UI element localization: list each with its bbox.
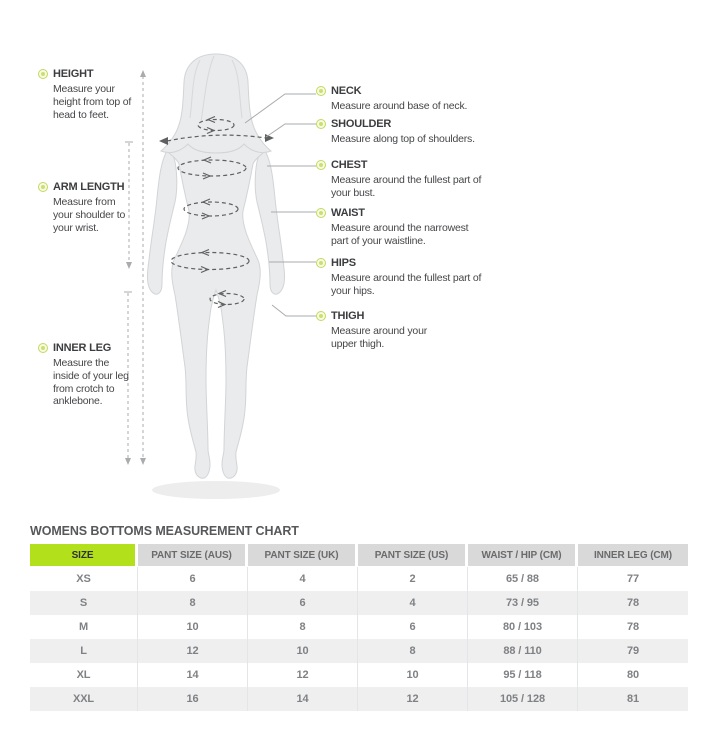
height-arrow-up-icon bbox=[140, 70, 146, 77]
col-header-inner-leg: INNER LEG (CM) bbox=[578, 544, 688, 567]
thigh-connector-line bbox=[272, 305, 316, 316]
cell: 14 bbox=[138, 663, 248, 687]
cell: 4 bbox=[248, 567, 358, 591]
cell: 105 / 128 bbox=[468, 687, 578, 711]
cell: 79 bbox=[626, 645, 640, 657]
measure-desc: Measure around the fullest part of your hips. bbox=[331, 272, 482, 297]
measure-title: CHEST bbox=[331, 159, 368, 171]
measure-desc: Measure along top of shoulders. bbox=[331, 133, 475, 146]
label-waist bbox=[316, 207, 483, 248]
label-shoulder bbox=[316, 118, 483, 146]
figure-hair bbox=[161, 54, 271, 153]
shoulder-connector-line bbox=[266, 124, 316, 137]
label-height bbox=[38, 68, 137, 121]
table-row bbox=[30, 663, 688, 687]
col-header-pant-aus: PANT SIZE (AUS) bbox=[138, 544, 248, 567]
cell: 73 / 95 bbox=[468, 591, 578, 615]
label-inner-leg bbox=[38, 342, 137, 408]
cell: 12 bbox=[138, 639, 248, 663]
inner-leg-arrow-down-icon bbox=[125, 458, 131, 465]
bullet-icon bbox=[316, 160, 326, 170]
cell: 80 / 103 bbox=[468, 615, 578, 639]
cell: 10 bbox=[138, 615, 248, 639]
bullet-icon bbox=[316, 86, 326, 96]
col-header-pant-us: PANT SIZE (US) bbox=[358, 544, 468, 567]
cell-size: L bbox=[30, 639, 138, 663]
table-header-row bbox=[30, 544, 688, 567]
label-neck bbox=[316, 85, 483, 113]
cell: 6 bbox=[248, 591, 358, 615]
cell: 2 bbox=[358, 567, 468, 591]
measure-title: THIGH bbox=[331, 310, 365, 322]
cell: 8 bbox=[138, 591, 248, 615]
bullet-icon bbox=[38, 343, 48, 353]
cell: 78 bbox=[626, 597, 640, 609]
measure-title: WAIST bbox=[331, 207, 365, 219]
bullet-icon bbox=[316, 119, 326, 129]
cell: 10 bbox=[248, 639, 358, 663]
chart-title: WOMENS BOTTOMS MEASUREMENT CHART bbox=[30, 524, 299, 538]
col-header-waist-hip: WAIST / HIP (CM) bbox=[468, 544, 578, 567]
measure-title: NECK bbox=[331, 85, 362, 97]
cell: 10 bbox=[358, 663, 468, 687]
measure-desc: Measure your height from top of head to feet. bbox=[53, 83, 132, 121]
bullet-icon bbox=[316, 258, 326, 268]
height-arrow-down-icon bbox=[140, 458, 146, 465]
label-hips bbox=[316, 257, 483, 298]
cell: 81 bbox=[626, 693, 640, 705]
measure-title: SHOULDER bbox=[331, 118, 392, 130]
cell: 65 / 88 bbox=[468, 567, 578, 591]
cell: 77 bbox=[626, 573, 640, 585]
cell: 14 bbox=[248, 687, 358, 711]
table-row bbox=[30, 591, 688, 615]
cell: 8 bbox=[358, 639, 468, 663]
cell: 80 bbox=[626, 669, 640, 681]
cell: 8 bbox=[248, 615, 358, 639]
cell: 16 bbox=[138, 687, 248, 711]
arm-length-arrow-down-icon bbox=[126, 262, 132, 269]
measure-desc: Measure around the narrowest part of your waistline. bbox=[331, 222, 469, 247]
measurement-chart-section bbox=[30, 524, 688, 711]
cell-size: XXL bbox=[30, 687, 138, 711]
cell-size: S bbox=[30, 591, 138, 615]
measure-title: HEIGHT bbox=[53, 68, 94, 80]
neck-connector-line bbox=[245, 94, 316, 123]
measure-desc: Measure the inside of your leg from crotch to anklebone. bbox=[53, 357, 129, 408]
table-row bbox=[30, 567, 688, 591]
bullet-icon bbox=[38, 69, 48, 79]
cell-size: XL bbox=[30, 663, 138, 687]
cell-size: M bbox=[30, 615, 138, 639]
cell: 12 bbox=[248, 663, 358, 687]
floor-shadow bbox=[152, 481, 280, 499]
measure-desc: Measure around the fullest part of your bust. bbox=[331, 174, 482, 199]
measure-title: ARM LENGTH bbox=[53, 181, 125, 193]
size-chart-table bbox=[30, 544, 688, 711]
cell: 4 bbox=[358, 591, 468, 615]
label-chest bbox=[316, 159, 483, 200]
table-row bbox=[30, 639, 688, 663]
table-row bbox=[30, 615, 688, 639]
label-thigh bbox=[316, 310, 437, 351]
col-header-pant-uk: PANT SIZE (UK) bbox=[248, 544, 358, 567]
cell: 6 bbox=[138, 567, 248, 591]
cell-size: XS bbox=[30, 567, 138, 591]
measure-desc: Measure from your shoulder to your wrist. bbox=[53, 196, 126, 234]
measure-title: INNER LEG bbox=[53, 342, 112, 354]
figure-silhouette bbox=[166, 116, 266, 478]
measure-title: HIPS bbox=[331, 257, 356, 269]
measure-desc: Measure around your upper thigh. bbox=[331, 325, 428, 350]
cell: 6 bbox=[358, 615, 468, 639]
shoulder-arrow-left-icon bbox=[159, 137, 168, 145]
cell: 78 bbox=[626, 621, 640, 633]
cell: 12 bbox=[358, 687, 468, 711]
measure-desc: Measure around base of neck. bbox=[331, 100, 468, 113]
bullet-icon bbox=[316, 311, 326, 321]
table-row bbox=[30, 687, 688, 711]
cell: 95 / 118 bbox=[468, 663, 578, 687]
bullet-icon bbox=[38, 182, 48, 192]
label-arm-length bbox=[38, 181, 137, 234]
cell: 88 / 110 bbox=[468, 639, 578, 663]
col-header-size: SIZE bbox=[30, 544, 138, 567]
bullet-icon bbox=[316, 208, 326, 218]
